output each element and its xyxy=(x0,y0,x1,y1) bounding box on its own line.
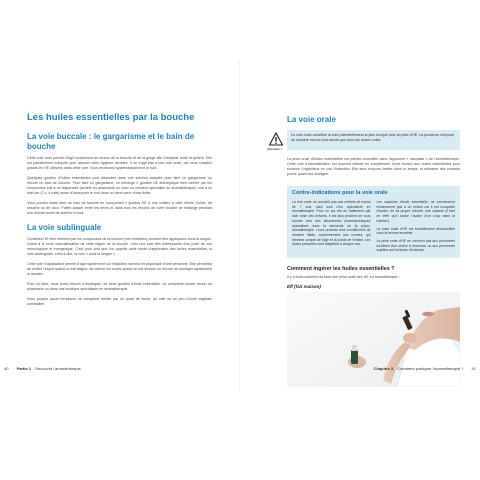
how-to-intro: Il y a trois manières de faire une prise orale des HE en aromathérapie : xyxy=(287,275,400,279)
right-page-footer xyxy=(374,366,476,371)
how-to-title: Comment ingérer les huiles essentielles ? xyxy=(287,266,395,272)
dropper-photo xyxy=(287,292,460,387)
contraindication-item: La prise orale d'HE ne convient pas aux personnes souffrant d'un ulcère à l'estomac ou aux personnes sujettes aux brûlures d'estomac. xyxy=(376,238,455,253)
contraindications-title: Contre-indications pour la voie orale xyxy=(292,190,388,196)
right-page-title: La voie orale xyxy=(287,115,336,124)
warning-label: Attention ! xyxy=(267,147,282,151)
right-page-header xyxy=(287,115,460,129)
paragraph: Certaines HE bien tolérées par les muqueuses de la bouche (non irritantes) peuvent être appliquées sous la langue. Grâce à la riche vascularisation de cette région de la bouche, c'est une voie très intéressante d'un point de vue neurologique et énergétique. C'est pour cela que l'on appelle cette mode d'application des huiles essentielles, la voie sublinguale, c'est-à-dire, la voie « sous la langue ». xyxy=(27,237,212,256)
footer-chapter-title: Comment pratiquer l'aromathérapie ? xyxy=(397,366,464,371)
warning-text: La voie orale constitue la voie potentiellement la plus toxique pour la prise d'HE. La prudence s'impose de manière encore plus stricte que pour les autres voies. xyxy=(287,130,460,150)
contraindications-columns xyxy=(292,200,455,256)
paragraph: Pour ce faire, vous aurez besoin d'imprégner, de deux gouttes d'huile essentielle, un comprimé neutre vendu en pharmacie ou dans une boutique spécialisée en aromathérapie. xyxy=(27,282,212,291)
left-page-title: Les huiles essentielles par la bouche xyxy=(27,112,195,123)
book-gutter xyxy=(239,60,240,390)
section-heading-voie-buccale: La voie buccale : le gargarisme et le bain de bouche xyxy=(27,132,195,151)
contraindication-item: Les capsules d'huile essentielle, ne conviennent évidemment pas à un enfant car il est incapable d'avaler, de sa propre volonté, une capsule (il faut en effet qu'il sache l'avaler d'un coup sans la mâcher). xyxy=(376,200,455,223)
warning-triangle-icon xyxy=(269,132,283,146)
paragraph: Cette voie d'application permet d'agir rapidement sur l'équilibre nerveux et psychique d'une personne. Elle permettra de mettre l'esprit quand on est fatigué, de calmer les excès quand on est stressé ou encore de soulager rapidement la nausée. xyxy=(27,262,212,276)
paragraph: Quelques gouttes d'huiles essentielles sont dissoutes dans une solution adaptée pour faire un gargarisme ou encore un bain de bouche. Pour faire un gargarisme, on mélange 2 gouttes HE antiseptique bien tolérée par les muqueuses soit à un dispersant (achetè en pharmacie ou chez un vendeur spécialisé en aromathérapie), soit à un miel bio (2 c. à café) avant d'incorporer le tout dans un demi-verre d'eau tiède. xyxy=(27,176,212,195)
contraindications-column-2 xyxy=(377,200,456,256)
paragraph: Vous pouvez aussi remplacer ce comprimé neutre par un quart de sucre, du miel ou un peu d'huile végétale comestible. xyxy=(27,297,212,306)
paragraph: La prise orale d'huiles essentielles est parfois conseillée dans l'approche « française » de l'aromathérapie. Cette voie d'administration est souvent utilisée en complément d'une friction aux huiles essentielles pour soutenir l'organisme en cas d'infection. Elle sera toujours limitée dans le temps, et tolérante des conseils précis quant aux dosages. xyxy=(287,157,460,176)
warning-callout xyxy=(269,130,460,150)
contraindications-box xyxy=(287,186,460,258)
woman-with-dropper-illustration xyxy=(287,292,460,387)
how-to-subheading: Eff (fait maison) xyxy=(287,284,321,289)
section-heading-voie-sublinguale: La voie sublinguale xyxy=(27,223,102,232)
footer-chapter: Chapitre 3 xyxy=(373,366,394,371)
footer-part: Partie 1 xyxy=(16,366,32,371)
page-number: 40 xyxy=(4,366,9,371)
left-page-content xyxy=(27,112,212,312)
left-page-footer xyxy=(4,366,81,371)
contraindication-item: La prise orale d'HE est formellement déconseillée chez la femme enceinte. xyxy=(376,226,455,236)
right-page-body xyxy=(287,157,460,182)
paragraph: Cette voie vous permet d'agir localement au niveau de la bouche et de la gorge afin d'assainir toute la sphère. Elle est parfaitement indiquée pour assurer votre hygiène dentaire. Il ne s'agit pas d'une voie orale, car vous n'avalez jamais les HE utilisées dans cette voie. Vous recrachez systématiquement le tout. xyxy=(27,156,212,170)
contraindications-column-1 xyxy=(292,200,371,256)
paragraph: Vous pouvez aussi faire un bain de bouche en incorporant 2 gouttes HE à une cuillère à café d'huile d'olive, de sésame ou de coco. Faites passer entre les dents et dans tous les recoins de votre bouche ce mélange pendant une minute avant de cracher le tout. xyxy=(27,201,212,215)
contraindication-item: La voie orale ne convient pas aux enfants de moins de 7 ans, sauf avis d'un spécialiste en aromathérapie. Pour ce qui est du traitement par voie orale des enfants, il est plus prudent de vous tourner vers des laboratoires pharmaceutiques spécialisés dans la demande de la phyto-aromathérapie. Leurs produits sont conditionnés de manière fiable, conformément aux normes, qui tiennent compte de l'âge et du poids de l'enfant. Les doses prescrites sont adaptées à chaque cas. xyxy=(292,200,371,247)
footer-part-title: Découvrir l'aromathérapie xyxy=(35,366,81,371)
page-number: 41 xyxy=(471,366,476,371)
